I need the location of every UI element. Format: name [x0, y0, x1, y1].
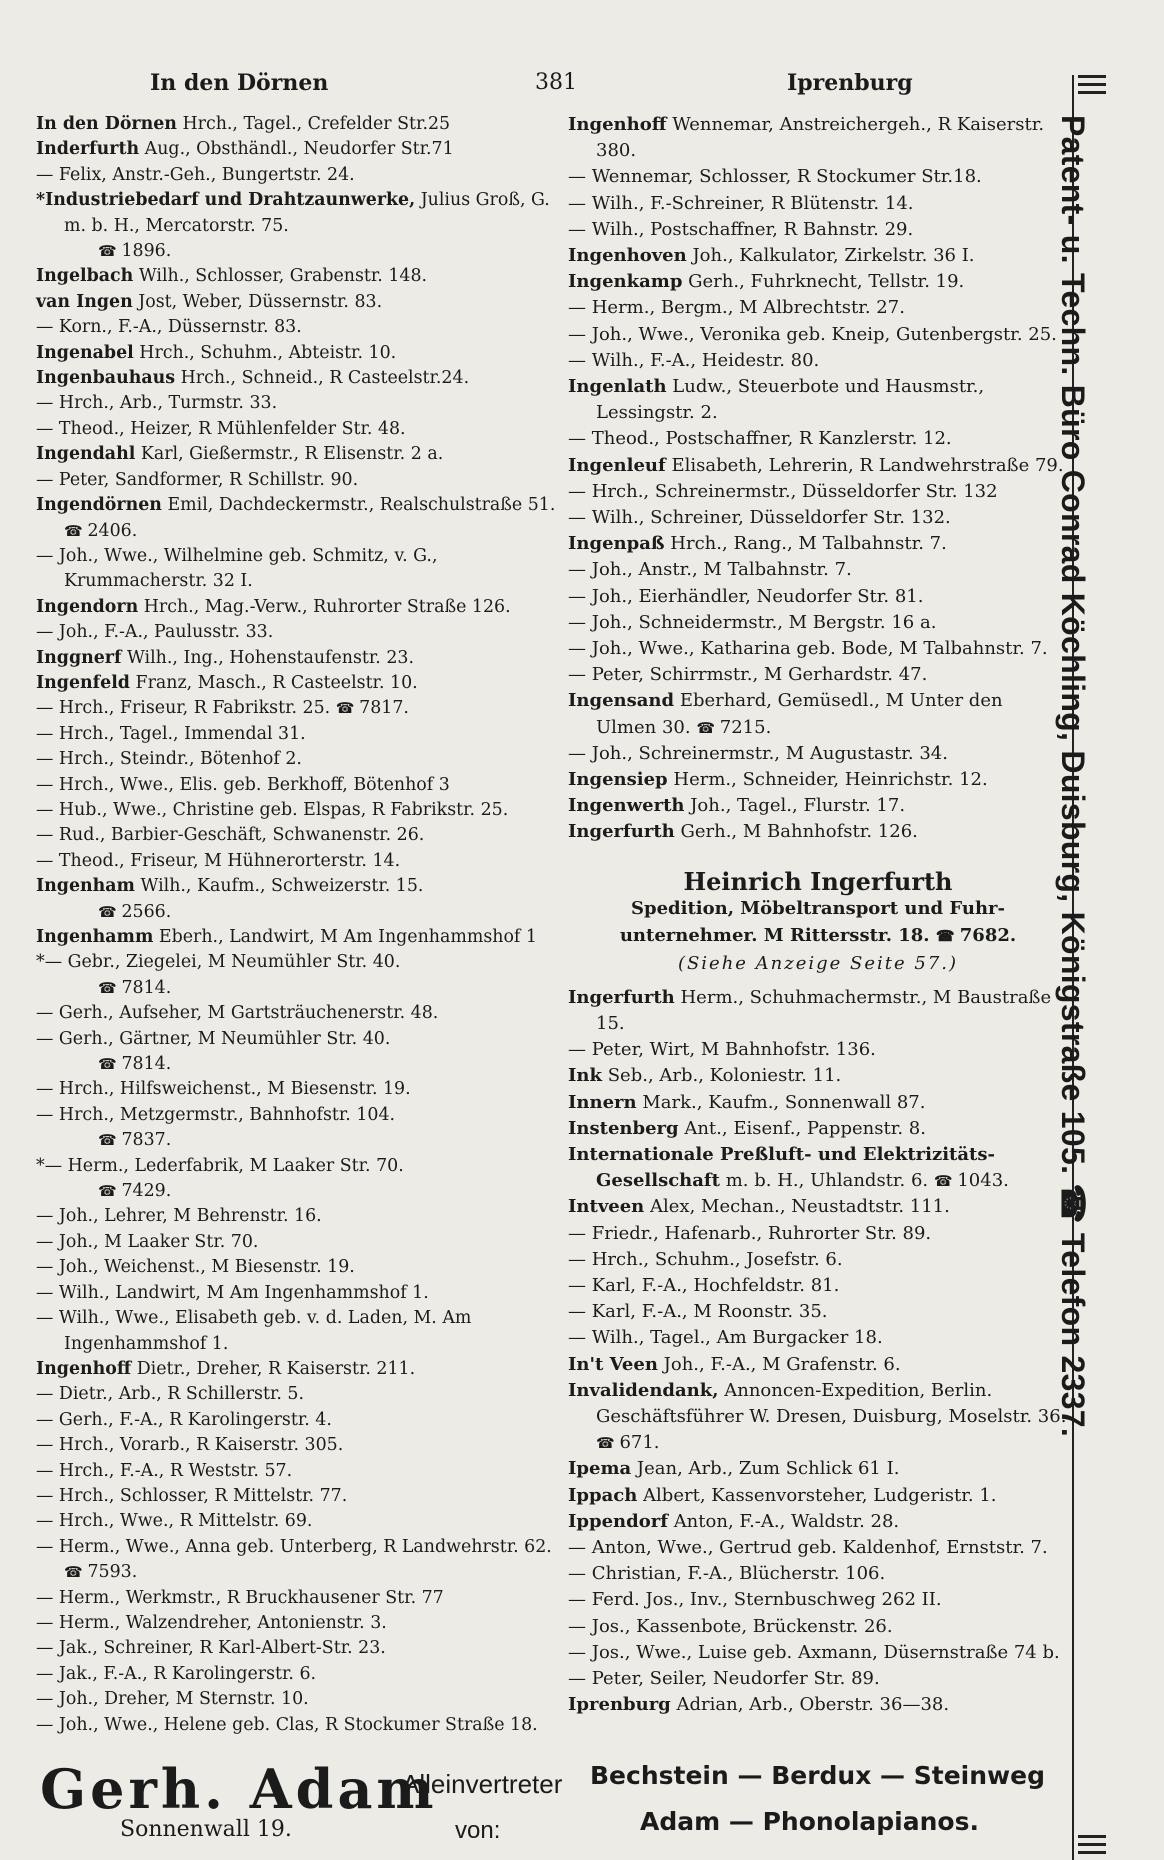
footer-sole-agent: Alleinvertreter: [402, 1769, 563, 1799]
right-column-bottom: [568, 985, 1068, 1719]
entry-details: — Joh., M Laaker Str. 70.: [36, 1231, 259, 1252]
right-column-top: [568, 112, 1068, 846]
entry-details: Seb., Arb., Koloniestr. 11.: [607, 1065, 842, 1087]
entry-details: — Hrch., Schuhm., Josefstr. 6.: [568, 1248, 843, 1270]
entry-surname: Ingendorn: [36, 596, 139, 617]
directory-entry: [36, 1027, 556, 1052]
entry-details: — Hrch., Metzgermstr., Bahnhofstr. 104.: [36, 1104, 396, 1125]
entry-surname: Ingenhoff: [36, 1358, 132, 1379]
directory-entry: [36, 1230, 556, 1255]
directory-entry: [36, 137, 556, 162]
directory-entry: [36, 1484, 556, 1509]
entry-telephone: ☎ 7837.: [98, 1130, 171, 1150]
directory-entry: [36, 874, 556, 899]
entry-details: — Hrch., Schlosser, R Mittelstr. 77.: [36, 1485, 348, 1506]
entry-details: Mark., Kaufm., Sonnenwall 87.: [642, 1091, 926, 1113]
entry-details: — Joh., Dreher, M Sternstr. 10.: [36, 1689, 309, 1710]
directory-entry: [568, 1299, 1068, 1325]
ad-title: Heinrich Ingerfurth: [683, 866, 953, 896]
entry-details: Hrch., Schneid., R Casteelstr.24.: [180, 368, 470, 389]
entry-details: m. b. H., Uhlandstr. 6.: [725, 1170, 929, 1192]
directory-entry: [36, 1281, 556, 1306]
entry-details: — Hrch., Arb., Turmstr. 33.: [36, 393, 278, 414]
entry-details: *— Herm., Lederfabrik, M Laaker Str. 70.: [36, 1155, 404, 1176]
directory-entry: [36, 1077, 556, 1102]
entry-details: — Jos., Wwe., Luise geb. Axmann, Düsernstraße 74 b.: [568, 1641, 1060, 1663]
header-right-title: Iprenburg: [787, 70, 913, 96]
directory-entry: [36, 112, 556, 137]
entry-details: — Hrch., Hilfsweichenst., M Biesenstr. 19.: [36, 1079, 411, 1100]
directory-entry: [568, 985, 1068, 1037]
entry-details: — Christian, F.-A., Blücherstr. 106.: [568, 1563, 886, 1585]
entry-details: Wennemar, Anstreichergeh., R Kaiserstr. 380.: [596, 114, 1045, 162]
entry-details: — Wennemar, Schlosser, R Stockumer Str.18.: [568, 166, 982, 188]
directory-entry: [36, 976, 556, 1001]
entry-surname: Ingenbauhaus: [36, 368, 176, 389]
entry-surname: Ink: [568, 1065, 602, 1087]
entry-surname: In't Veen: [568, 1353, 658, 1375]
entry-details: Franz, Masch., R Casteelstr. 10.: [135, 672, 418, 693]
entry-telephone: ☎ 2406.: [64, 521, 137, 541]
entry-details: Wilh., Schlosser, Grabenstr. 148.: [138, 266, 428, 287]
entry-details: Joh., F.-A., M Grafenstr. 6.: [663, 1353, 901, 1375]
directory-entry: [568, 531, 1068, 557]
directory-entry: [36, 747, 556, 772]
entry-details: Ant., Eisenf., Pappenstr. 8.: [684, 1117, 926, 1139]
entry-details: — Hrch., Friseur, R Fabrikstr. 25.: [36, 698, 331, 719]
entry-details: — Hrch., Wwe., R Mittelstr. 69.: [36, 1511, 313, 1532]
entry-details: Joh., Kalkulator, Zirkelstr. 36 I.: [692, 245, 975, 267]
entry-surname: van Ingen: [36, 291, 133, 312]
directory-entry: [36, 1713, 556, 1738]
entry-surname: Ippach: [568, 1484, 638, 1506]
directory-entry: [568, 767, 1068, 793]
directory-entry: [36, 925, 556, 950]
entry-surname: Ingenfeld: [36, 672, 130, 693]
advertisement: [568, 868, 1068, 977]
directory-entry: [36, 1103, 556, 1128]
entry-details: Wilh., Ing., Hohenstaufenstr. 23.: [126, 647, 415, 668]
directory-entry: [36, 239, 556, 264]
entry-details: — Herm., Bergm., M Albrechtstr. 27.: [568, 297, 905, 319]
directory-entry: [36, 366, 556, 391]
entry-surname: Ingendahl: [36, 444, 136, 465]
directory-entry: [568, 662, 1068, 688]
directory-entry: [36, 188, 556, 239]
entry-details: Herm., Schuhmachermstr., M Baustraße 15.: [596, 986, 1052, 1034]
entry-details: Hrch., Rang., M Talbahnstr. 7.: [670, 533, 947, 555]
entry-details: Hrch., Tagel., Crefelder Str.25: [182, 114, 451, 134]
directory-entry: [36, 849, 556, 874]
directory-entry: [568, 793, 1068, 819]
directory-entry: [568, 1535, 1068, 1561]
entry-details: — Wilh., F.-Schreiner, R Blütenstr. 14.: [568, 192, 914, 214]
directory-entry: [36, 1204, 556, 1229]
entry-surname: *Industriebedarf und Drahtzaunwerke,: [36, 190, 416, 211]
entry-surname: Ingenlath: [568, 376, 667, 398]
ad-line-1: Spedition, Möbeltransport und Fuhr-: [630, 897, 1005, 919]
ad-line-2-text: unternehmer. M Rittersstr. 18.: [619, 924, 930, 946]
directory-entry: [568, 688, 1068, 740]
entry-surname: Ingensand: [568, 690, 675, 712]
directory-entry: [36, 1459, 556, 1484]
entry-details: Hrch., Mag.-Verw., Ruhrorter Straße 126.: [143, 596, 511, 617]
directory-entry: [36, 290, 556, 315]
entry-details: Dietr., Dreher, R Kaiserstr. 211.: [136, 1358, 416, 1379]
directory-entry: [36, 1535, 556, 1586]
footer-address: Sonnenwall 19.: [120, 1817, 292, 1842]
entry-details: — Felix, Anstr.-Geh., Bungertstr. 24.: [36, 164, 355, 185]
entry-surname: Ingerfurth: [568, 821, 675, 843]
entry-details: — Hrch., Wwe., Elis. geb. Berkhoff, Bötenhof 3: [36, 774, 450, 795]
entry-surname: Ippendorf: [568, 1510, 668, 1532]
entry-surname: Inggnerf: [36, 647, 122, 668]
right-column: [568, 112, 1068, 1718]
entry-surname: In den Dörnen: [36, 114, 177, 134]
entry-details: Gerh., M Bahnhofstr. 126.: [680, 821, 918, 843]
entry-telephone: ☎ 7593.: [64, 1562, 137, 1582]
entry-details: Gerh., Fuhrknecht, Tellstr. 19.: [688, 271, 965, 293]
entry-surname: Ingenabel: [36, 342, 134, 363]
ad-note: (Siehe Anzeige Seite 57.): [677, 952, 959, 974]
entry-surname: Ingenkamp: [568, 271, 683, 293]
directory-entry: [568, 1483, 1068, 1509]
entry-surname: Ingenwerth: [568, 795, 685, 817]
directory-entry: [36, 1306, 556, 1357]
directory-entry: [36, 900, 556, 925]
entry-details: — Wilh., Schreiner, Düsseldorfer Str. 132.: [568, 507, 951, 529]
entry-details: Adrian, Arb., Oberstr. 36—38.: [676, 1694, 950, 1716]
directory-entry: [36, 1179, 556, 1204]
directory-entry: [568, 348, 1068, 374]
directory-entry: [568, 112, 1068, 164]
entry-details: Annoncen-Expedition, Berlin. Geschäftsführer W. Dresen, Duisburg, Moselstr. 36.: [596, 1379, 1067, 1427]
directory-entry: [568, 1037, 1068, 1063]
directory-entry: [36, 163, 556, 188]
directory-entry: [36, 1255, 556, 1280]
entry-details: — Karl, F.-A., Hochfeldstr. 81.: [568, 1274, 840, 1296]
entry-details: Karl, Gießermstr., R Elisenstr. 2 a.: [140, 444, 444, 465]
directory-entry: [568, 1692, 1068, 1718]
directory-entry: [36, 1382, 556, 1407]
directory-entry: [36, 823, 556, 848]
entry-surname: Ingenleuf: [568, 454, 666, 476]
directory-entry: [568, 295, 1068, 321]
directory-entry: [568, 1247, 1068, 1273]
directory-entry: [36, 544, 556, 595]
directory-entry: [36, 1357, 556, 1382]
footer-advert: [0, 1755, 1164, 1860]
directory-entry: [568, 610, 1068, 636]
entry-details: — Hrch., Steindr., Bötenhof 2.: [36, 749, 302, 770]
entry-surname: Inderfurth: [36, 139, 140, 160]
entry-details: — Wilh., Wwe., Elisabeth geb. v. d. Laden, M. Am Ingenhammshof 1.: [36, 1308, 472, 1354]
directory-entry: [568, 1142, 1068, 1194]
entry-details: — Gerh., Gärtner, M Neumühler Str. 40.: [36, 1028, 391, 1049]
ad-telephone: ☎ 7682.: [936, 925, 1016, 946]
directory-entry: [36, 264, 556, 289]
directory-entry: [568, 269, 1068, 295]
directory-entry: [36, 442, 556, 467]
entry-details: Wilh., Kaufm., Schweizerstr. 15.: [140, 876, 424, 897]
entry-surname: Ingelbach: [36, 266, 134, 287]
entry-telephone: ☎ 7814.: [98, 1054, 171, 1074]
directory-entry: [568, 1587, 1068, 1613]
directory-entry: [36, 620, 556, 645]
entry-details: Aug., Obsthändl., Neudorfer Str.71: [144, 139, 454, 160]
directory-entry: [36, 341, 556, 366]
entry-telephone: ☎ 7215.: [696, 717, 771, 738]
entry-details: — Herm., Walzendreher, Antonienstr. 3.: [36, 1612, 387, 1633]
directory-entry: [568, 557, 1068, 583]
directory-entry: [36, 773, 556, 798]
entry-details: — Joh., Wwe., Katharina geb. Bode, M Talbahnstr. 7.: [568, 638, 1048, 660]
directory-entry: [568, 1063, 1068, 1089]
directory-entry: [36, 315, 556, 340]
entry-telephone: ☎ 7814.: [98, 978, 171, 998]
page-header: [40, 70, 1060, 100]
directory-entry: [36, 493, 556, 544]
directory-entry: [568, 1666, 1068, 1692]
entry-surname: Ingenhamm: [36, 927, 154, 947]
directory-entry: [36, 1433, 556, 1458]
footer-company-name: Gerh. Adam: [40, 1757, 438, 1821]
directory-entry: [36, 696, 556, 721]
directory-entry: [568, 217, 1068, 243]
entry-surname: Invalidendank,: [568, 1379, 719, 1401]
footer-brands: Bechstein — Berdux — Steinweg: [590, 1761, 1045, 1790]
entry-details: *— Gebr., Ziegelei, M Neumühler Str. 40.: [36, 952, 401, 973]
directory-entry: [36, 1128, 556, 1153]
entry-details: — Wilh., Landwirt, M Am Ingenhammshof 1.: [36, 1282, 429, 1303]
entry-details: — Hrch., F.-A., R Weststr. 57.: [36, 1460, 293, 1481]
footer-pianos: Adam — Phonolapianos.: [640, 1807, 979, 1836]
directory-entry: [568, 584, 1068, 610]
entry-details: — Herm., Werkmstr., R Bruckhausener Str. 77: [36, 1587, 444, 1608]
entry-surname: Ingenhoven: [568, 245, 687, 267]
entry-details: — Jak., Schreiner, R Karl-Albert-Str. 23.: [36, 1638, 386, 1659]
directory-entry: [36, 671, 556, 696]
entry-details: Joh., Tagel., Flurstr. 17.: [690, 795, 906, 817]
entry-details: — Karl, F.-A., M Roonstr. 35.: [568, 1301, 828, 1323]
directory-entry: [36, 722, 556, 747]
directory-entry: [568, 243, 1068, 269]
entry-details: — Joh., Lehrer, M Behrenstr. 16.: [36, 1206, 322, 1227]
entry-details: — Joh., F.-A., Paulusstr. 33.: [36, 622, 274, 643]
entry-details: — Joh., Anstr., M Talbahnstr. 7.: [568, 559, 852, 581]
directory-entry: [36, 1154, 556, 1179]
entry-details: — Joh., Weichenst., M Biesenstr. 19.: [36, 1257, 355, 1278]
entry-details: — Anton, Wwe., Gertrud geb. Kaldenhof, Ernststr. 7.: [568, 1536, 1048, 1558]
entry-surname: Iprenburg: [568, 1694, 671, 1716]
directory-entry: [568, 1352, 1068, 1378]
directory-entry: [36, 468, 556, 493]
entry-details: — Jos., Kassenbote, Brückenstr. 26.: [568, 1615, 893, 1637]
entry-details: — Joh., Wwe., Wilhelmine geb. Schmitz, v. G., Krummacherstr. 32 I.: [36, 545, 438, 592]
directory-entry: [36, 1662, 556, 1687]
directory-entry: [568, 1456, 1068, 1482]
directory-entry: [568, 819, 1068, 845]
footer-von: von:: [455, 1817, 501, 1844]
directory-entry: [568, 1221, 1068, 1247]
entry-details: — Peter, Schirrmstr., M Gerhardstr. 47.: [568, 664, 928, 686]
entry-details: — Hrch., Tagel., Immendal 31.: [36, 723, 306, 744]
entry-details: — Wilh., Tagel., Am Burgacker 18.: [568, 1327, 883, 1349]
entry-details: Eberh., Landwirt, M Am Ingenhammshof 1: [158, 927, 537, 947]
directory-entry: [36, 1408, 556, 1433]
entry-details: — Korn., F.-A., Düssernstr. 83.: [36, 317, 302, 338]
entry-details: — Wilh., F.-A., Heidestr. 80.: [568, 349, 820, 371]
entry-details: — Joh., Wwe., Helene geb. Clas, R Stockumer Straße 18.: [36, 1714, 538, 1735]
directory-entry: [36, 1611, 556, 1636]
directory-entry: [36, 1001, 556, 1026]
entry-details: — Friedr., Hafenarb., Ruhrorter Str. 89.: [568, 1222, 932, 1244]
entry-details: — Joh., Wwe., Veronika geb. Kneip, Gutenbergstr. 25.: [568, 323, 1057, 345]
entry-details: Alex, Mechan., Neustadtstr. 111.: [650, 1196, 950, 1218]
entry-telephone: ☎ 7817.: [336, 698, 409, 718]
entry-telephone: ☎ 671.: [596, 1432, 660, 1453]
entry-telephone: ☎ 7429.: [98, 1181, 171, 1201]
entry-details: — Hrch., Schreinermstr., Düsseldorfer Str. 132: [568, 480, 998, 502]
entry-details: Emil, Dachdeckermstr., Realschulstraße 51.: [167, 495, 556, 516]
entry-surname: Ingendörnen: [36, 495, 162, 516]
entry-details: — Rud., Barbier-Geschäft, Schwanenstr. 26.: [36, 825, 425, 846]
entry-details: — Joh., Schreinermstr., M Augustastr. 34.: [568, 742, 948, 764]
entry-surname: Ipema: [568, 1458, 632, 1480]
entry-surname: Ingerfurth: [568, 986, 675, 1008]
entry-details: — Peter, Sandformer, R Schillstr. 90.: [36, 469, 359, 490]
directory-entry: [36, 391, 556, 416]
directory-entry: [36, 1687, 556, 1712]
header-left-title: In den Dörnen: [150, 70, 329, 96]
entry-details: Ludw., Steuerbote und Hausmstr., Lessingstr. 2.: [596, 376, 985, 424]
entry-details: Jost, Weber, Düssernstr. 83.: [138, 291, 383, 312]
entry-details: — Theod., Heizer, R Mühlenfelder Str. 48.: [36, 418, 406, 439]
directory-entry: [568, 1325, 1068, 1351]
entry-details: Anton, F.-A., Waldstr. 28.: [673, 1510, 900, 1532]
entry-details: Herm., Schneider, Heinrichstr. 12.: [673, 769, 988, 791]
directory-entry: [568, 479, 1068, 505]
directory-entry: [568, 322, 1068, 348]
ad-line-2: [568, 922, 1068, 950]
entry-details: — Jak., F.-A., R Karolingerstr. 6.: [36, 1663, 317, 1684]
directory-entry: [36, 417, 556, 442]
directory-entry: [568, 636, 1068, 662]
entry-details: — Hub., Wwe., Christine geb. Elspas, R Fabrikstr. 25.: [36, 799, 509, 820]
entry-surname: Internationale Preßluft- und Elektrizitäts-Gesellschaft: [568, 1143, 995, 1192]
entry-details: — Peter, Seiler, Neudorfer Str. 89.: [568, 1667, 880, 1689]
directory-entry: [568, 426, 1068, 452]
entry-details: — Herm., Wwe., Anna geb. Unterberg, R Landwehrstr. 62.: [36, 1536, 552, 1557]
entry-details: Hrch., Schuhm., Abteistr. 10.: [139, 342, 397, 363]
directory-entry: [568, 1273, 1068, 1299]
entry-details: — Gerh., Aufseher, M Gartsträuchenerstr. 48.: [36, 1003, 439, 1024]
directory-entry: [36, 950, 556, 975]
entry-details: Elisabeth, Lehrerin, R Landwehrstraße 79.: [671, 454, 1064, 476]
directory-entry: [568, 1090, 1068, 1116]
directory-entry: [568, 453, 1068, 479]
entry-telephone: ☎ 1043.: [934, 1170, 1009, 1191]
directory-entry: [568, 1640, 1068, 1666]
entry-details: — Hrch., Vorarb., R Kaiserstr. 305.: [36, 1435, 344, 1456]
directory-entry: [36, 1509, 556, 1534]
entry-surname: Ingenhoff: [568, 114, 667, 135]
entry-details: Eberhard, Gemüsedl., M Unter den Ulmen 30.: [596, 690, 1003, 738]
entry-details: — Joh., Schneidermstr., M Bergstr. 16 a.: [568, 611, 937, 633]
entry-surname: Ingenham: [36, 876, 135, 897]
entry-surname: Ingensiep: [568, 769, 668, 791]
left-column: [36, 112, 556, 1738]
entry-details: Jean, Arb., Zum Schlick 61 I.: [636, 1458, 900, 1480]
entry-details: Albert, Kassenvorsteher, Ludgeristr. 1.: [643, 1484, 997, 1506]
entry-details: Julius Groß, G. m. b. H., Mercatorstr. 75.: [64, 190, 550, 236]
directory-entry: [568, 374, 1068, 426]
directory-entry: [568, 1378, 1068, 1457]
entry-details: — Dietr., Arb., R Schillerstr. 5.: [36, 1384, 305, 1405]
entry-details: — Ferd. Jos., Inv., Sternbuschweg 262 II.: [568, 1589, 942, 1611]
directory-entry: [568, 505, 1068, 531]
directory-entry: [36, 646, 556, 671]
entry-details: — Peter, Wirt, M Bahnhofstr. 136.: [568, 1039, 876, 1061]
directory-entry: [568, 1614, 1068, 1640]
entry-surname: Ingenpaß: [568, 533, 665, 555]
directory-entry: [568, 1194, 1068, 1220]
entry-details: — Theod., Friseur, M Hühnerorterstr. 14.: [36, 850, 401, 871]
directory-entry: [36, 1586, 556, 1611]
sidebar-advert-text: Patent- u. Techn. Büro Conrad Köchling, Duisburg, Königstraße 105. ☎ Telefon 2337.: [1055, 115, 1091, 1438]
entry-details: — Theod., Postschaffner, R Kanzlerstr. 12.: [568, 428, 952, 450]
directory-entry: [36, 595, 556, 620]
entry-telephone: ☎ 1896.: [98, 241, 171, 261]
directory-entry: [36, 1052, 556, 1077]
directory-entry: [568, 1116, 1068, 1142]
directory-entry: [568, 1509, 1068, 1535]
directory-entry: [568, 1561, 1068, 1587]
entry-surname: Intveen: [568, 1196, 645, 1218]
entry-details: — Joh., Eierhändler, Neudorfer Str. 81.: [568, 585, 924, 607]
entry-telephone: ☎ 2566.: [98, 902, 171, 922]
entry-details: — Wilh., Postschaffner, R Bahnstr. 29.: [568, 218, 914, 240]
directory-entry: [568, 164, 1068, 190]
page-number: 381: [535, 70, 577, 95]
entry-details: — Gerh., F.-A., R Karolingerstr. 4.: [36, 1409, 332, 1430]
directory-entry: [568, 741, 1068, 767]
entry-surname: Instenberg: [568, 1117, 679, 1139]
entry-surname: Innern: [568, 1091, 637, 1113]
directory-entry: [36, 798, 556, 823]
directory-entry: [36, 1636, 556, 1661]
directory-entry: [568, 191, 1068, 217]
